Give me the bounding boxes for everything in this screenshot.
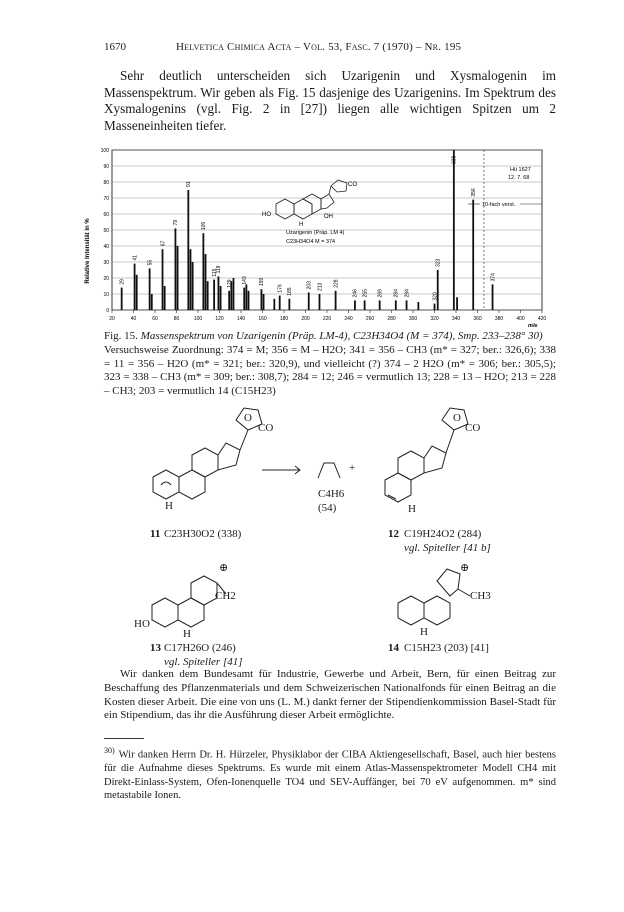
peak-bar bbox=[434, 304, 436, 310]
x-tick-label: 160 bbox=[258, 316, 267, 322]
peak-bar bbox=[190, 249, 192, 310]
y-tick-label: 40 bbox=[103, 244, 109, 250]
x-tick-label: 120 bbox=[215, 316, 224, 322]
plus-sign: + bbox=[349, 462, 356, 474]
y-tick-label: 90 bbox=[103, 164, 109, 170]
peak-bar bbox=[406, 300, 408, 310]
peak-bar bbox=[134, 264, 136, 310]
peak-bar bbox=[417, 302, 419, 310]
peak-label: 105 bbox=[201, 221, 208, 231]
inset-oh-atom: OH bbox=[324, 214, 333, 220]
c12-atom-o: O bbox=[453, 412, 461, 424]
x-tick-label: 40 bbox=[130, 316, 137, 322]
intro-text: Sehr deutlich unterscheiden sich Uzarigenin und Xysmalogenin im Massenspektrum. Wir geben als Fig. 15 dasjenige des Uzarigenins. Im Spektrum des Xysmalogenins (vgl. Fig. 2 in [27]) liegen alle wichtigen Spitzen um 2 Masseneinheiten tiefer. bbox=[104, 68, 556, 133]
reference-number: Hü 1627 bbox=[510, 167, 531, 173]
butadiene-mass: (54) bbox=[318, 502, 337, 514]
peak-label: 185 bbox=[287, 287, 294, 296]
footnote-marker: 30) bbox=[104, 746, 115, 755]
c13-charge: ⊕ bbox=[219, 562, 229, 574]
peak-bar bbox=[456, 297, 458, 310]
peak-label: 176 bbox=[277, 284, 284, 293]
c11-atom-h: H bbox=[165, 500, 173, 512]
peak-label: 143 bbox=[242, 276, 249, 285]
peak-label: 203 bbox=[306, 281, 313, 290]
page-number: 1670 bbox=[104, 41, 126, 53]
x-tick-label: 260 bbox=[365, 316, 375, 322]
scale-note: 10-fach verst. bbox=[482, 202, 516, 208]
intro-paragraph bbox=[104, 68, 556, 134]
peak-label: 323 bbox=[435, 258, 442, 267]
figure-caption bbox=[104, 330, 556, 399]
peak-bar bbox=[177, 246, 179, 310]
y-tick-label: 10 bbox=[103, 292, 109, 298]
recording-date: 12. 7. 68 bbox=[508, 175, 530, 181]
x-tick-label: 380 bbox=[494, 316, 504, 322]
peak-bar bbox=[243, 288, 245, 310]
y-tick-label: 100 bbox=[100, 148, 109, 154]
inset-h-atom: H bbox=[299, 222, 304, 228]
x-tick-label: 340 bbox=[451, 316, 461, 322]
x-tick-label: 80 bbox=[173, 316, 180, 322]
structure-14 bbox=[398, 569, 470, 625]
x-tick-label: 300 bbox=[408, 316, 418, 322]
y-tick-label: 60 bbox=[103, 212, 109, 218]
peak-bar bbox=[279, 296, 281, 310]
compound-11-formula: C23H30O2 (338) bbox=[164, 528, 242, 540]
compound-14-number: 14 bbox=[388, 642, 399, 654]
y-tick-label: 30 bbox=[103, 260, 109, 266]
compound-12-number: 12 bbox=[388, 528, 399, 540]
peak-bar bbox=[202, 233, 204, 310]
running-title: Helvetica Chimica Acta – Vol. 53, Fasc. 7 (1970) – Nr. 195 bbox=[176, 41, 462, 53]
peak-label: 228 bbox=[333, 279, 340, 288]
peak-label: 338 bbox=[451, 155, 458, 164]
compound-13-reference: vgl. Spiteller [41] bbox=[164, 656, 243, 668]
y-tick-label: 20 bbox=[103, 276, 109, 282]
peak-bar bbox=[364, 300, 366, 310]
y-axis-label: Relative Intensität in % bbox=[85, 218, 91, 284]
peak-label: 294 bbox=[404, 289, 411, 298]
peak-bar bbox=[162, 249, 164, 310]
x-tick-label: 60 bbox=[152, 316, 158, 322]
butadiene-structure bbox=[318, 463, 340, 478]
compound-14-formula: C15H23 (203) [41] bbox=[404, 642, 489, 654]
peak-bar bbox=[308, 292, 310, 310]
peak-bar bbox=[213, 280, 215, 310]
x-tick-label: 280 bbox=[387, 316, 396, 322]
compound-12-reference: vgl. Spiteller [41 b] bbox=[404, 542, 491, 554]
uzarigenin-inset-structure bbox=[276, 180, 347, 219]
figure-label: Fig. 15. bbox=[104, 330, 138, 342]
x-tick-label: 220 bbox=[322, 316, 332, 322]
c12-atom-co: CO bbox=[465, 422, 481, 434]
x-tick-label: 320 bbox=[430, 316, 439, 322]
c13-atom-ho: HO bbox=[134, 618, 150, 630]
peak-bar bbox=[151, 294, 153, 310]
inset-co-atom: CO bbox=[348, 182, 357, 188]
x-tick-label: 100 bbox=[193, 316, 203, 322]
compound-11-number: 11 bbox=[150, 528, 161, 540]
inset-formula-label: C23H34O4 M = 374 bbox=[286, 239, 336, 245]
acknowledgement bbox=[104, 668, 556, 723]
peak-bar bbox=[273, 299, 275, 310]
peak-label: 320 bbox=[432, 292, 439, 301]
peak-label: 67 bbox=[160, 240, 167, 247]
peak-bar bbox=[175, 228, 177, 310]
peak-bar bbox=[288, 299, 290, 310]
peak-label: 41 bbox=[132, 255, 139, 261]
c11-atom-o: O bbox=[244, 412, 252, 424]
peak-label: 269 bbox=[377, 289, 384, 298]
x-tick-label: 140 bbox=[236, 316, 246, 322]
peak-label: 213 bbox=[317, 282, 324, 291]
footnote-text: Wir danken Herrn Dr. H. Hürzeler, Physiklabor der CIBA Aktiengesellschaft, Basel, auch hier bestens für die Aufnahme dieses Spektrums. Es wurde mit einem Atlas-Massenspektrometer Modell CH4 mit Direkt-Einlass-System, Ofen-Ionenquelle TO4 und SEV-Auffänger, bei 70 eV aufgenommen. m* sind metastabile Ionen. bbox=[104, 749, 556, 802]
x-tick-label: 360 bbox=[473, 316, 482, 322]
peak-label: 246 bbox=[352, 289, 359, 298]
peak-label: 255 bbox=[362, 289, 369, 298]
peak-bar bbox=[261, 289, 263, 310]
peak-label: 29 bbox=[119, 279, 126, 285]
x-tick-label: 200 bbox=[301, 316, 310, 322]
peak-bar bbox=[164, 286, 166, 310]
peak-label: 115 bbox=[211, 268, 218, 277]
peak-bar bbox=[248, 291, 250, 310]
footnote-rule bbox=[104, 738, 144, 739]
peak-bar bbox=[453, 150, 455, 310]
peak-bar bbox=[437, 270, 439, 310]
peak-bar bbox=[218, 276, 220, 310]
peak-bar bbox=[149, 268, 151, 310]
figure-title: Massenspektrum von Uzarigenin (Präp. LM-4), C23H34O4 (M = 374), Smp. 233–238° 30) bbox=[140, 330, 543, 342]
c14-atom-h: H bbox=[420, 626, 428, 638]
mass-spectrum-chart bbox=[80, 146, 550, 328]
peak-label: 129 bbox=[226, 279, 233, 288]
y-tick-label: 50 bbox=[103, 228, 109, 234]
peak-bar bbox=[121, 288, 123, 310]
peak-bar bbox=[354, 300, 356, 310]
peak-bar bbox=[136, 275, 138, 310]
y-tick-label: 80 bbox=[103, 180, 109, 186]
y-tick-label: 0 bbox=[106, 308, 109, 314]
inset-ho-atom: HO bbox=[262, 212, 271, 218]
butadiene-formula: C4H6 bbox=[318, 488, 345, 500]
peak-bar bbox=[192, 262, 194, 310]
x-tick-label: 400 bbox=[516, 316, 525, 322]
peak-bar bbox=[220, 286, 222, 310]
c13-atom-h: H bbox=[183, 628, 191, 640]
inset-compound-label: Uzarigenin (Präp. LM 4) bbox=[286, 230, 345, 236]
x-tick-label: 20 bbox=[109, 316, 115, 322]
x-tick-label: 180 bbox=[279, 316, 289, 322]
peak-label: 91 bbox=[186, 181, 193, 187]
peak-bar bbox=[228, 291, 230, 310]
c12-atom-h: H bbox=[408, 503, 416, 515]
c14-charge: ⊕ bbox=[460, 562, 470, 574]
compound-12-formula: C19H24O2 (284) bbox=[404, 528, 482, 540]
compound-13-formula: C17H26O (246) bbox=[164, 642, 236, 654]
peak-bar bbox=[319, 294, 321, 310]
peak-bar bbox=[395, 300, 397, 310]
peak-label: 79 bbox=[173, 219, 180, 226]
peak-bar bbox=[245, 284, 247, 310]
c14-atom-ch3: CH3 bbox=[470, 590, 491, 602]
x-axis-label: m/e bbox=[528, 323, 538, 328]
peak-bar bbox=[335, 291, 337, 310]
footnote bbox=[104, 744, 556, 803]
figure-caption-body: Versuchsweise Zuordnung: 374 = M; 356 = M – H2O; 341 = 356 – CH3 (m* = 327; ber.: 326,6); 338 = 11 = 356 – H2O (m* = 321; ber.: 320,9), und vielleicht (?) 374 – 2 H2O (m* = 306; ber.: 305,5); 323 = 338 – CH3 (m* = 309; ber.: 308,7); 284 = 12; 246 = vermutlich 13; 228 = 13 – H2O; 213 = 228 – CH3; 203 = vermutlich 14 (C15H23) bbox=[104, 343, 556, 398]
peak-bar bbox=[187, 190, 189, 310]
peak-label: 55 bbox=[147, 259, 154, 266]
compound-13-number: 13 bbox=[150, 642, 161, 654]
x-tick-label: 240 bbox=[344, 316, 353, 322]
peak-label: 119 bbox=[216, 265, 223, 274]
peak-bar bbox=[472, 200, 474, 310]
peak-bar bbox=[205, 254, 207, 310]
x-tick-label: 420 bbox=[537, 316, 547, 322]
peak-bar bbox=[379, 300, 381, 310]
y-tick-label: 70 bbox=[103, 196, 109, 202]
peak-label: 374 bbox=[490, 273, 497, 282]
peak-label: 356 bbox=[471, 188, 477, 197]
running-header bbox=[104, 41, 552, 55]
peak-label: 159 bbox=[259, 277, 266, 287]
peak-label: 284 bbox=[393, 289, 400, 298]
peak-bar bbox=[492, 284, 494, 310]
peak-bar bbox=[263, 294, 265, 310]
c13-atom-ch2: CH2 bbox=[215, 590, 236, 602]
acknowledgement-text: Wir danken dem Bundesamt für Industrie, Gewerbe und Arbeit, Bern, für einen Beitrag zur Beschaffung des Pflanzenmaterials und dem Schweizerischen Nationalfonds für einen Beitrag an die Kosten dieser Arbeit. Die eine von uns (L. M.) dankt ferner der Stipendienkommission Basel-Stadt für ein Stipendium, das ihr die Ausführung dieser Arbeit ermöglichte. bbox=[104, 668, 556, 722]
peak-bar bbox=[207, 281, 209, 310]
c11-atom-co: CO bbox=[258, 422, 274, 434]
